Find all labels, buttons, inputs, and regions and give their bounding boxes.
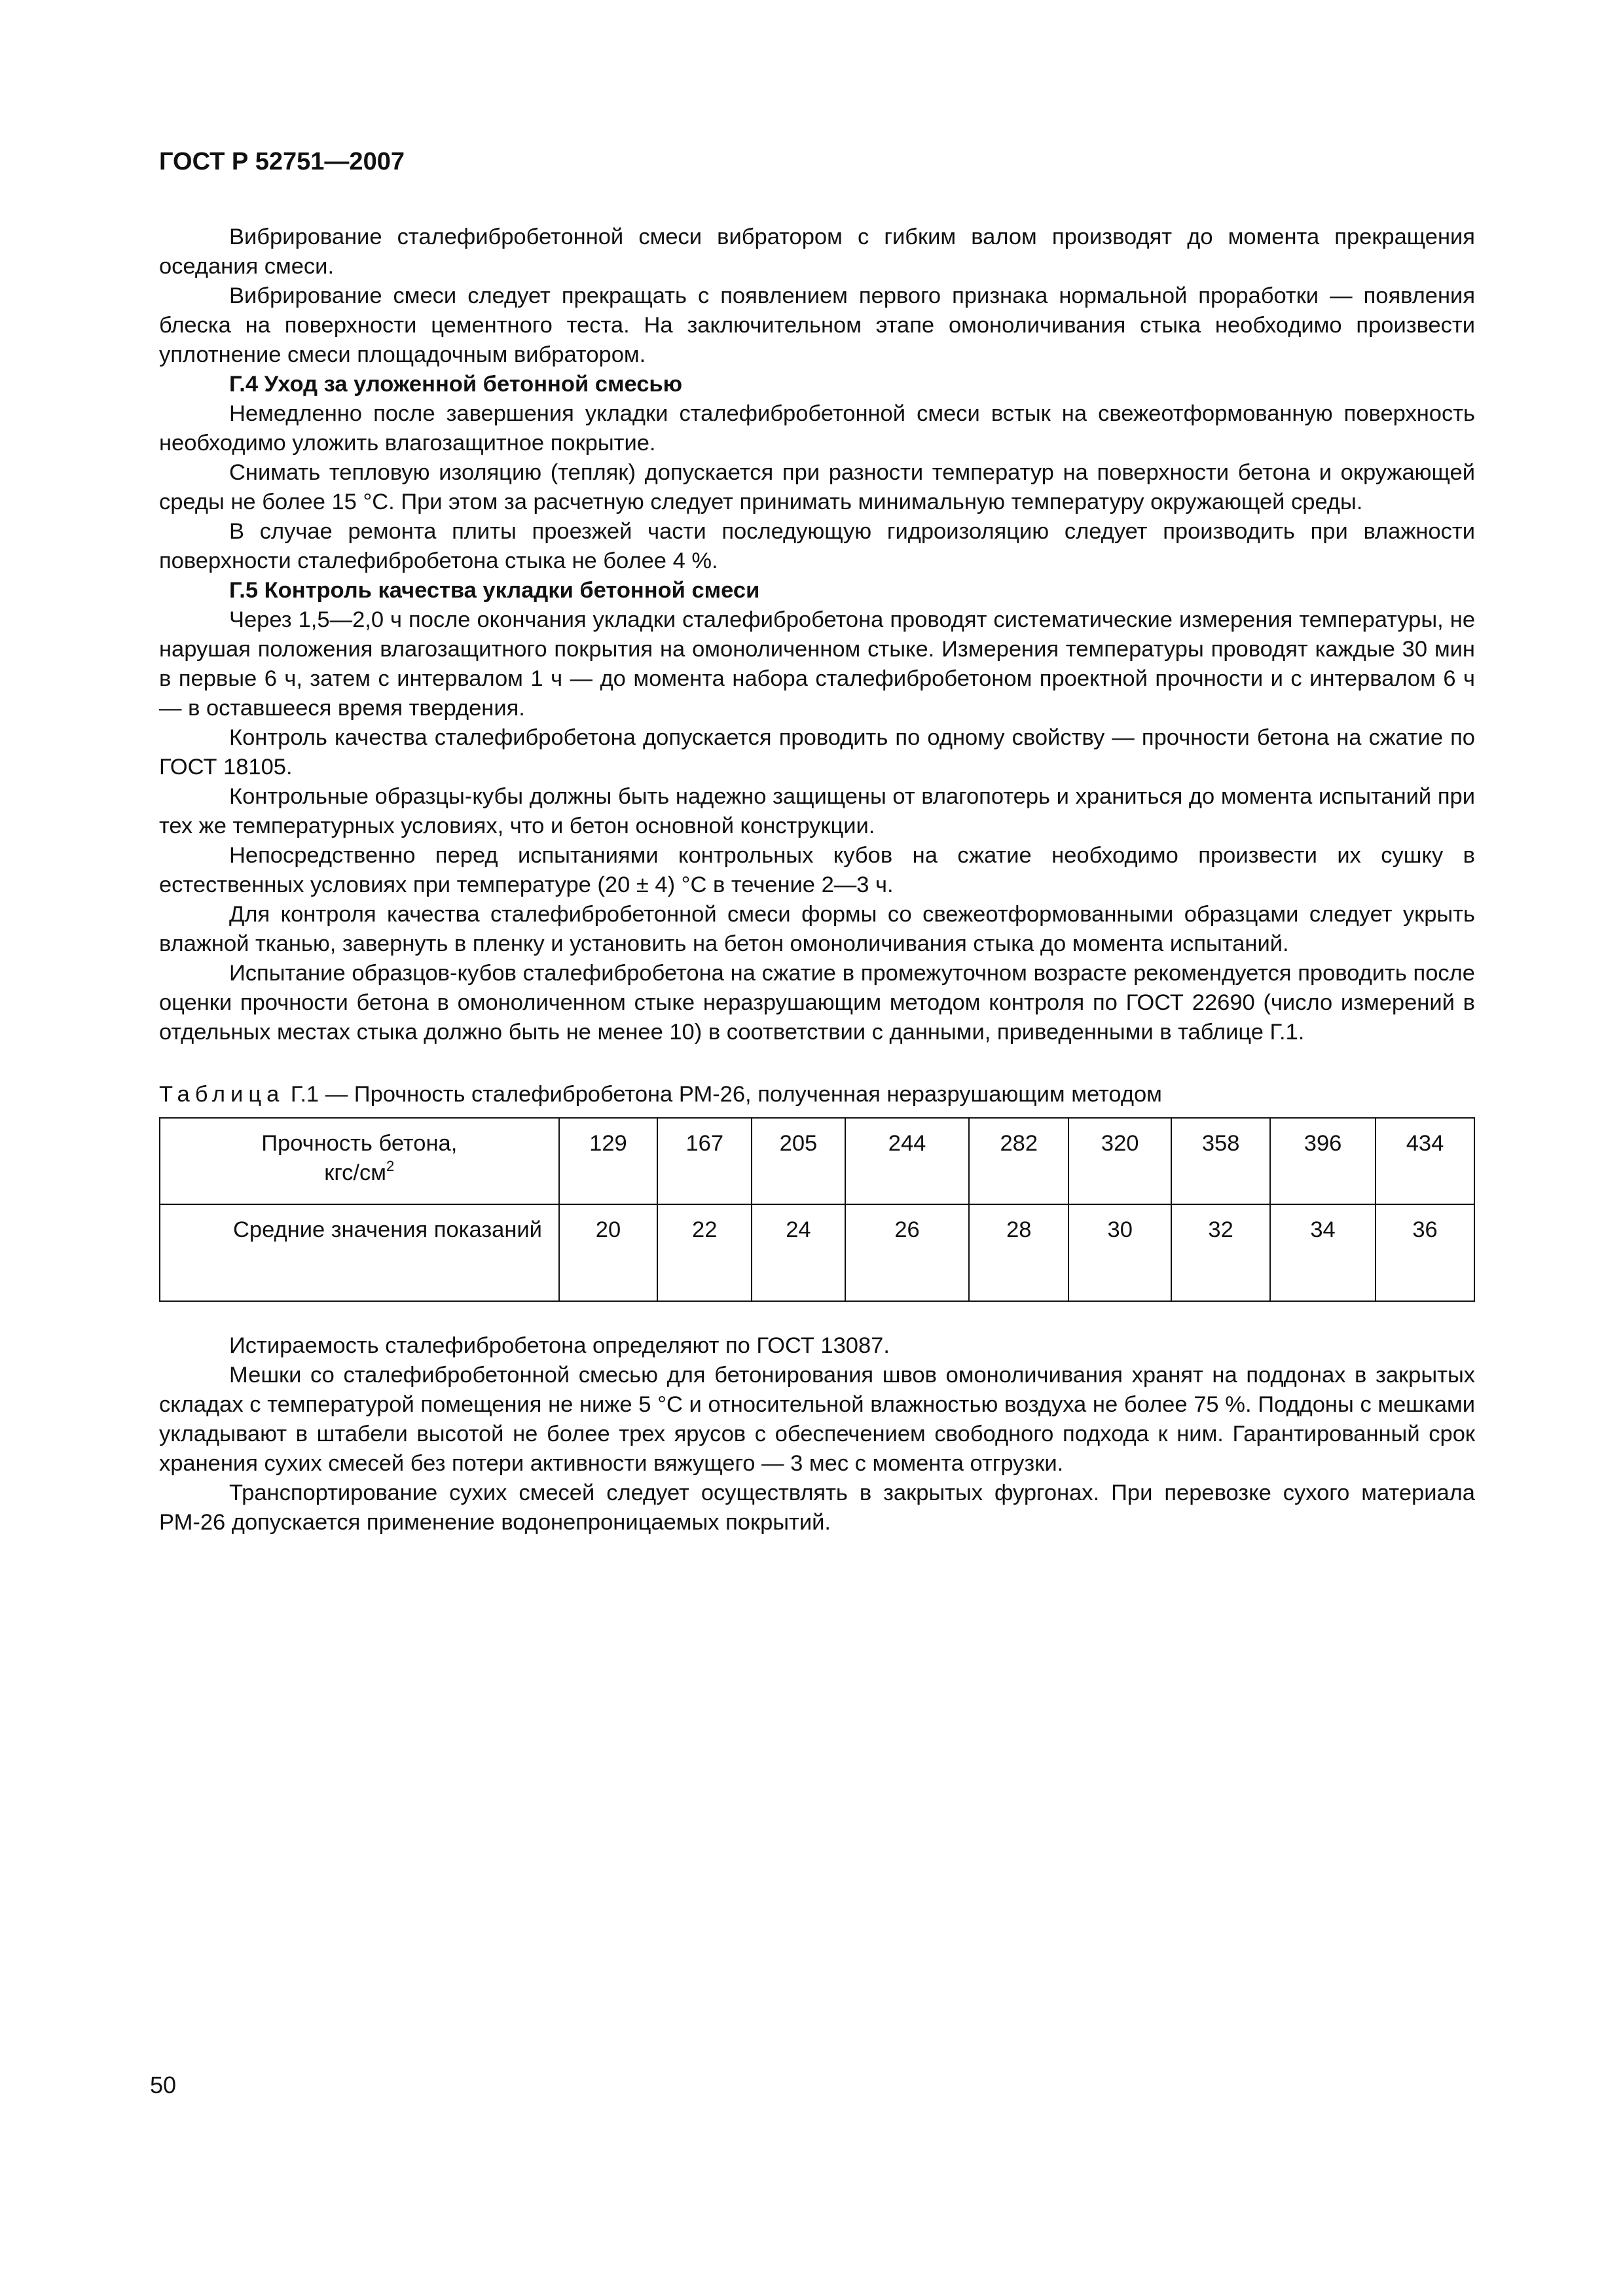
table-cell: 244 bbox=[845, 1118, 970, 1204]
section-heading-g5: Г.5 Контроль качества укладки бетонной смеси bbox=[229, 578, 760, 603]
row-header-readings-label: Средние значения показаний bbox=[233, 1217, 542, 1242]
table-cell: 358 bbox=[1171, 1118, 1270, 1204]
document-header: ГОСТ Р 52751—2007 bbox=[159, 148, 405, 175]
table-cell: 22 bbox=[657, 1204, 752, 1301]
paragraph: Через 1,5—2,0 ч после окончания укладки сталефибробетона проводят систематические измерения температуры, не нарушая положения влагозащитного покрытия на омоноличенном стыке. Измерения температуры проводят каждые 30 мин в первые 6 ч, затем с интервалом 1 ч — до момента набора сталефибробетоном проектной прочности и с интервалом 6 ч — в оставшееся время твердения. bbox=[159, 607, 1475, 721]
table-cell: 396 bbox=[1270, 1118, 1376, 1204]
table-cell: 26 bbox=[845, 1204, 970, 1301]
paragraph: Для контроля качества сталефибробетонной смеси формы со свежеотформованными образцами следует укрыть влажной тканью, завернуть в пленку и установить на бетон омоноличивания стыка до момента испытаний. bbox=[159, 902, 1475, 956]
paragraph: Мешки со сталефибробетонной смесью для бетонирования швов омоноличивания хранят на поддонах в закрытых складах с температурой помещения не ниже 5 °С и относительной влажностью воздуха не более 75 %. Поддоны с мешками укладывают в штабели высотой не более трех ярусов с обеспечением свободного подхода к ним. Гарантированный срок хранения сухих смесей без потери активности вяжущего — 3 мес с момента отгрузки. bbox=[159, 1363, 1475, 1476]
table-cell: 205 bbox=[752, 1118, 845, 1204]
document-body bbox=[159, 223, 1475, 1537]
table-caption-prefix: Таблица bbox=[159, 1082, 285, 1107]
paragraph: Вибрирование смеси следует прекращать с появлением первого признака нормальной проработки — появления блеска на поверхности цементного теста. На заключительном этапе омоноличивания стыка необходимо произвести уплотнение смеси площадочным вибратором. bbox=[159, 283, 1475, 367]
paragraph: Транспортирование сухих смесей следует осуществлять в закрытых фургонах. При перевозке сухого материала РМ-26 допускается применение водонепроницаемых покрытий. bbox=[159, 1480, 1475, 1535]
row-header-readings bbox=[160, 1204, 559, 1301]
page-number: 50 bbox=[150, 2072, 177, 2098]
paragraph: Вибрирование сталефибробетонной смеси вибратором с гибким валом производят до момента прекращения оседания смеси. bbox=[159, 224, 1475, 279]
table-row-readings bbox=[160, 1204, 1474, 1301]
table-cell: 434 bbox=[1376, 1118, 1474, 1204]
section-heading-g4: Г.4 Уход за уложенной бетонной смесью bbox=[229, 372, 683, 397]
table-cell: 24 bbox=[752, 1204, 845, 1301]
table-caption-text: Г.1 — Прочность сталефибробетона РМ-26, полученная неразрушающим методом bbox=[290, 1082, 1162, 1107]
strength-table bbox=[159, 1117, 1475, 1302]
table-cell: 32 bbox=[1171, 1204, 1270, 1301]
table-cell: 20 bbox=[559, 1204, 658, 1301]
paragraph: Контрольные образцы-кубы должны быть надежно защищены от влагопотерь и храниться до момента испытаний при тех же температурных условиях, что и бетон основной конструкции. bbox=[159, 784, 1475, 838]
table-row-strength bbox=[160, 1118, 1474, 1204]
paragraph: Испытание образцов-кубов сталефибробетона на сжатие в промежуточном возрасте рекомендуется проводить после оценки прочности бетона в омоноличенном стыке неразрушающим методом контроля по ГОСТ 22690 (число измерений в отдельных местах стыка должно быть не менее 10) в соответствии с данными, приведенными в таблице Г.1. bbox=[159, 961, 1475, 1045]
row-header-strength-label: Прочность бетона, bbox=[261, 1131, 458, 1156]
table-cell: 28 bbox=[969, 1204, 1068, 1301]
table-cell: 129 bbox=[559, 1118, 658, 1204]
paragraph: Истираемость сталефибробетона определяют по ГОСТ 13087. bbox=[229, 1333, 890, 1358]
paragraph: Непосредственно перед испытаниями контрольных кубов на сжатие необходимо произвести их сушку в естественных условиях при температуре (20 ± 4) °С в течение 2—3 ч. bbox=[159, 843, 1475, 897]
table-cell: 282 bbox=[969, 1118, 1068, 1204]
paragraph: Контроль качества сталефибробетона допускается проводить по одному свойству — прочности бетона на сжатие по ГОСТ 18105. bbox=[159, 725, 1475, 780]
table-cell: 167 bbox=[657, 1118, 752, 1204]
row-header-strength-unit: кгс/$см^2$ bbox=[324, 1158, 395, 1185]
table-cell: 34 bbox=[1270, 1204, 1376, 1301]
table-cell: 30 bbox=[1068, 1204, 1171, 1301]
table-cell: 320 bbox=[1068, 1118, 1171, 1204]
table-cell: 36 bbox=[1376, 1204, 1474, 1301]
paragraph: Снимать тепловую изоляцию (тепляк) допускается при разности температур на поверхности бетона и окружающей среды не более 15 °С. При этом за расчетную следует принимать минимальную температуру окружающей среды. bbox=[159, 460, 1475, 514]
paragraph: В случае ремонта плиты проезжей части последующую гидроизоляцию следует производить при влажности поверхности сталефибробетона стыка не более 4 %. bbox=[159, 519, 1475, 573]
paragraph: Немедленно после завершения укладки сталефибробетонной смеси встык на свежеотформованную поверхность необходимо уложить влагозащитное покрытие. bbox=[159, 401, 1475, 456]
row-header-strength bbox=[160, 1118, 559, 1204]
table-caption bbox=[159, 1080, 1475, 1109]
